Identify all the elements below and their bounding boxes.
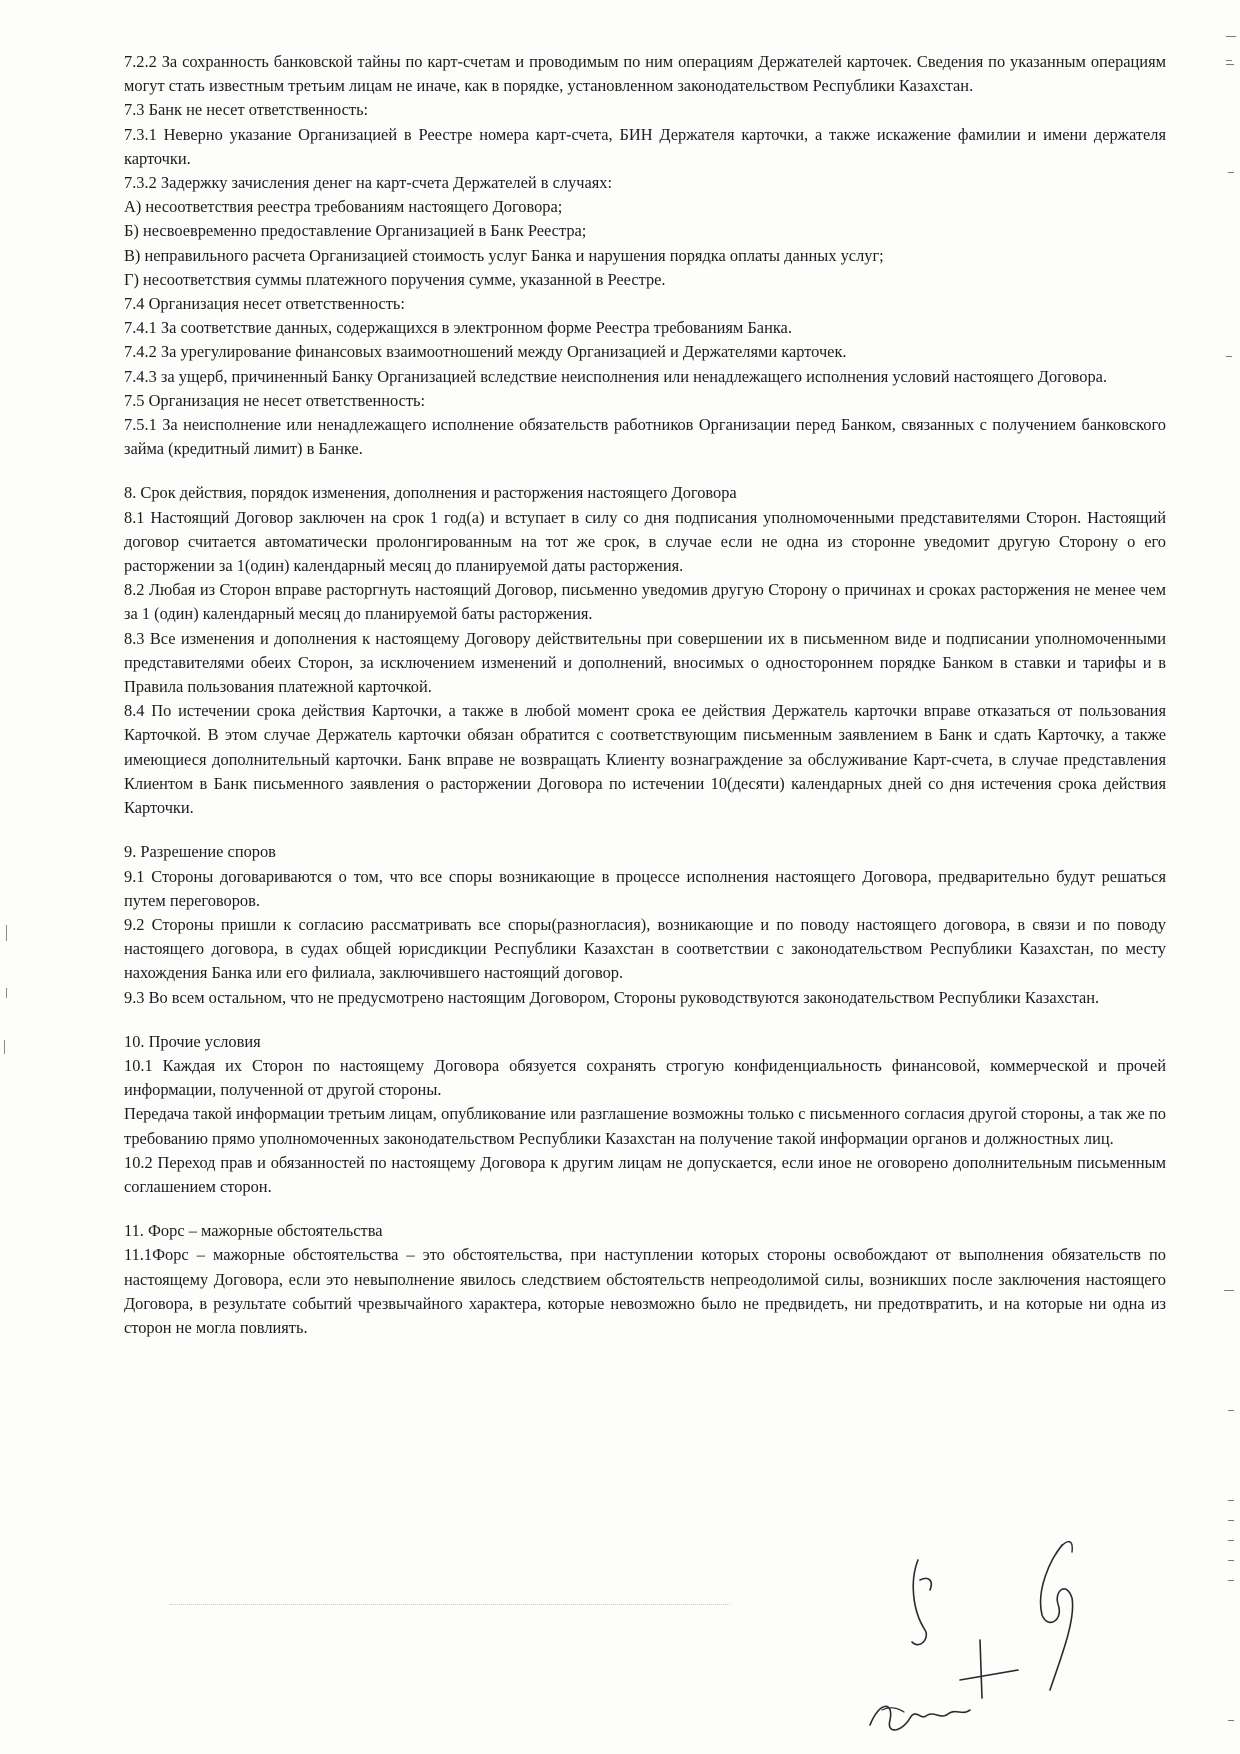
left-margin-scan-marks [0,0,20,1754]
section-spacer [124,1010,1166,1030]
clause-8-1: 8.1 Настоящий Договор заключен на срок 1 год(а) и вступает в силу со дня подписания уполномоченными представителями Сторон. Настоящий договор считается автоматически пролонгированным на тот же срок, в случае если не одна из сторонне уведомит другую Сторону о его расторжении за 1(один) календарный месяц до планируемой даты расторжения. [124,507,1166,576]
clause-7-4: 7.4 Организация несет ответственность: [124,294,405,314]
clause-10-2: 10.2 Переход прав и обязанностей по настоящему Договора к другим лицам не допускается, если иное не оговорено дополнительным письменным соглашением сторон. [124,1152,1166,1196]
section-spacer [124,820,1166,840]
clause-8-4: 8.4 По истечении срока действия Карточки, а также в любой момент срока ее действия Держатель карточки вправе отказаться от пользования Карточкой. В этом случае Держатель карточки обязан обратится с соответствующим письменным заявлением в Банк и сдать Карточку, а также имеющиеся дополнительный карточки. Банк вправе не возвращать Клиенту вознаграждение за обслуживание Карт-счета, в случае представления Клиентом в Банк письменного заявления о расторжении Договора по истечении 10(десяти) календарных дней со дня истечения срока действия Карточки. [124,701,1166,818]
clause-7-3-2-b: Б) несвоевременно предоставление Организацией в Банк Реестра; [124,221,587,241]
clause-7-4-2: 7.4.2 За урегулирование финансовых взаимоотношений между Организацией и Держателями карточек. [124,342,847,362]
clause-7-5-1: 7.5.1 За неисполнение или ненадлежащего исполнение обязательств работников Организации перед Банком, связанных с получением банковского займа (кредитный лимит) в Банке. [124,415,1166,459]
clause-8-2: 8.2 Любая из Сторон вправе расторгнуть настоящий Договор, письменно уведомив другую Сторону о причинах и сроках расторжения не менее чем за 1 (один) календарный месяц до планируемой баты расторжения. [124,580,1166,624]
section-spacer [124,1199,1166,1219]
clause-7-2-2: 7.2.2 За сохранность банковской тайны по карт-счетам и проводимым по ним операциям Держателей карточек. Сведения по указанным операциям могут стать известным третьим лицам не иначе, как в порядке, установленном законодательством Республики Казахстан. [124,52,1166,96]
clause-7-3: 7.3 Банк не несет ответственность: [124,100,369,120]
clause-7-3-2: 7.3.2 Задержку зачисления денег на карт-счета Держателей в случаях: [124,173,613,193]
clause-9-1: 9.1 Стороны договариваются о том, что все споры возникающие в процессе исполнения настоящего Договора, предварительно будут решаться путем переговоров. [124,866,1166,910]
right-margin-scan-marks [1200,0,1240,1754]
clause-7-4-1: 7.4.1 За соответствие данных, содержащихся в электронном форме Реестра требованиям Банка. [124,318,792,338]
scan-dotted-line [170,1600,730,1605]
clause-7-5: 7.5 Организация не несет ответственность: [124,390,426,410]
clause-9-3: 9.3 Во всем остальном, что не предусмотрено настоящим Договором, Стороны руководствуются законодательством Республики Казахстан. [124,987,1100,1007]
section-9-heading: 9. Разрешение споров [124,842,276,862]
clause-7-3-2-g: Г) несоответствия суммы платежного поручения сумме, указанной в Реестре. [124,269,666,289]
section-spacer [124,461,1166,481]
section-11-heading: 11. Форс – мажорные обстоятельства [124,1221,383,1241]
section-8-heading: 8. Срок действия, порядок изменения, дополнения и расторжения настоящего Договора [124,483,737,503]
clause-7-3-1: 7.3.1 Неверно указание Организацией в Реестре номера карт-счета, БИН Держателя карточки, а также искажение фамилии и имени держателя карточки. [124,124,1166,168]
section-10-heading: 10. Прочие условия [124,1031,261,1051]
clause-8-3: 8.3 Все изменения и дополнения к настоящему Договору действительны при совершении их в письменном виде и подписании уполномоченными представителями обеих Сторон, за исключением изменений и дополнений, вносимых о одностороннем порядке Банком в ставки и тарифы и в Правила пользования платежной карточкой. [124,628,1166,697]
clause-9-2: 9.2 Стороны пришли к согласию рассматривать все споры(разногласия), возникающие и по поводу настоящего договора, в связи и по поводу настоящего договора, в судах общей юрисдикции Республики Казахстан в соответствии с законодательством Республики Казахстан, по месту нахождения Банка или его филиала, заключившего настоящий договор. [124,914,1166,983]
document-body [124,50,1166,1340]
clause-10-1-transfer: Передача такой информации третьим лицам, опубликование или разглашение возможны только с письменного согласия другой стороны, а так же по требованию прямо уполномоченных законодательством Республики Казахстан на получение такой информации органов и должностных лиц. [124,1104,1166,1148]
clause-7-3-2-a: А) несоответствия реестра требованиям настоящего Договора; [124,197,563,217]
clause-7-3-2-v: В) неправильного расчета Организацией стоимость услуг Банка и нарушения порядка оплаты данных услуг; [124,245,884,265]
clause-11-1: 11.1Форс – мажорные обстоятельства – это обстоятельства, при наступлении которых стороны освобождают от выполнения обязательств по настоящему Договора, если это невыполнение явилось следствием обстоятельств непреодолимой силы, возникших после заключения настоящего Договора, в результате событий чрезвычайного характера, которые невозможно было не предвидеть, ни предотвратить, и на которые ни одна из сторон не могла повлиять. [124,1245,1166,1337]
handwritten-signatures [850,1520,1150,1750]
clause-7-4-3: 7.4.3 за ущерб, причиненный Банку Организацией вследствие неисполнения или ненадлежащего исполнения условий настоящего Договора. [124,366,1108,386]
clause-10-1: 10.1 Каждая их Сторон по настоящему Договора обязуется сохранять строгую конфиденциальность финансовой, коммерческой и прочей информации, полученной от другой стороны. [124,1055,1166,1100]
